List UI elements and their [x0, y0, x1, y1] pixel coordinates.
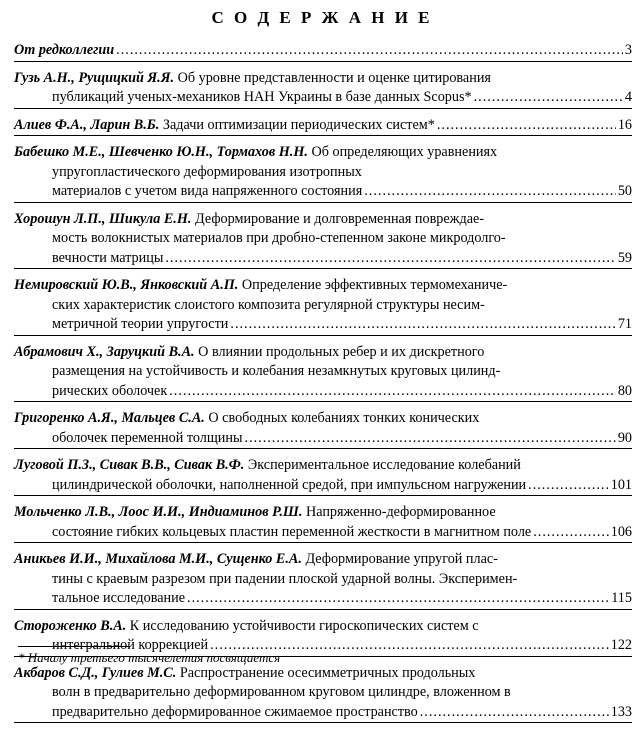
toc-entry-line	[14, 249, 632, 269]
toc-entry-text	[52, 363, 500, 379]
toc-entry-title: размещения на устойчивость и колебания незамкнутых круговых цилинд-	[52, 363, 501, 379]
toc-page-number: 90	[617, 429, 632, 446]
toc-page-number: 3	[624, 42, 632, 58]
toc-entry-line	[14, 163, 632, 183]
toc-entry-title: метричной теории упругости	[52, 316, 229, 332]
toc-entry-text	[52, 297, 485, 313]
toc-page-number: 50	[617, 183, 632, 199]
toc-page-number: 80	[617, 382, 632, 399]
toc-entry-line	[14, 683, 632, 703]
toc-entry-title: тальное исследование	[52, 590, 186, 606]
toc-entry	[14, 210, 632, 270]
toc-entry-text	[14, 457, 521, 473]
toc-entry-title: рических оболочек	[52, 382, 168, 399]
toc-entry-line	[14, 703, 632, 723]
toc-entry-line	[14, 409, 632, 429]
toc-leader-dots	[533, 523, 609, 543]
toc-entry-title: Напряженно-деформированное	[302, 504, 496, 520]
toc-entry	[14, 343, 632, 403]
toc-entry-text	[52, 164, 362, 180]
toc-entry-line	[14, 210, 632, 230]
table-of-contents	[14, 41, 632, 730]
toc-entry-line	[14, 664, 632, 684]
toc-entry-title: Деформирование упругой плас-	[301, 551, 498, 567]
toc-entry-line	[14, 523, 632, 543]
toc-entry	[14, 41, 632, 62]
toc-entry-line	[14, 41, 632, 61]
toc-entry-line	[14, 143, 632, 163]
toc-entry-text	[14, 410, 479, 426]
toc-page-number: 106	[610, 523, 632, 540]
toc-entry	[14, 456, 632, 496]
toc-entry	[14, 116, 632, 137]
toc-entry-text	[14, 504, 496, 520]
toc-entry-title: интегральной коррекцией	[52, 637, 209, 653]
page-title: С О Д Е Р Ж А Н И Е	[211, 8, 433, 27]
toc-page-number: 122	[610, 637, 632, 653]
toc-entry-title: Задачи оптимизации периодических систем*	[159, 116, 435, 133]
toc-entry-text	[52, 88, 472, 108]
toc-entry-text	[14, 551, 498, 567]
toc-entry-text	[52, 249, 163, 269]
toc-leader-dots	[245, 429, 616, 449]
toc-leader-dots	[474, 88, 623, 108]
toc-entry-title: О свободных колебаниях тонких конических	[204, 410, 480, 426]
toc-entry-title: О влиянии продольных ребер и их дискретного	[194, 343, 485, 360]
toc-entry	[14, 664, 632, 724]
toc-entry-title: Распространение осесимметричных продольных	[176, 664, 476, 681]
toc-entry	[14, 276, 632, 336]
toc-leader-dots	[230, 315, 615, 335]
toc-entry-text	[52, 230, 506, 246]
toc-entry-title: К исследованию устойчивости гироскопических систем с	[126, 617, 479, 634]
toc-entry-title: Экспериментальное исследование колебаний	[244, 457, 521, 473]
toc-entry-authors: Луговой П.З., Сивак В.В., Сивак В.Ф.	[14, 457, 245, 473]
toc-page-number: 59	[617, 249, 632, 266]
toc-leader-dots	[364, 182, 616, 202]
toc-entry-title: мость волокнистых материалов при дробно-степенном законе микродолго-	[52, 230, 506, 246]
toc-entry-authors: Немировский Ю.В., Янковский А.П.	[14, 277, 239, 293]
toc-entry-text	[52, 476, 526, 496]
toc-entry-title: Деформирование и долговременная повреждае-	[191, 210, 485, 227]
toc-page-number: 71	[617, 316, 632, 332]
toc-entry	[14, 409, 632, 449]
toc-leader-dots	[420, 703, 609, 723]
toc-entry-text	[52, 589, 185, 609]
toc-entry-line	[14, 343, 632, 363]
toc-leader-dots	[116, 41, 623, 61]
toc-entry-authors: Алиев Ф.А., Ларин В.Б.	[14, 116, 160, 133]
toc-entry-title: оболочек переменной толщины	[52, 429, 243, 446]
toc-leader-dots	[187, 589, 609, 609]
toc-entry-title: Определение эффективных термомеханиче-	[238, 277, 508, 293]
toc-entry-text	[14, 665, 475, 681]
toc-entry-line	[14, 382, 632, 402]
toc-entry-line	[14, 503, 632, 523]
toc-entry-authors: Бабешко М.Е., Шевченко Ю.Н., Тормахов Н.Н.	[14, 144, 308, 160]
toc-entry-text	[14, 618, 479, 634]
toc-entry	[14, 69, 632, 109]
toc-entry-text	[52, 571, 517, 587]
toc-entry-line	[14, 550, 632, 570]
toc-entry-text	[52, 703, 418, 723]
toc-entry-title: вечности матрицы	[52, 249, 164, 266]
toc-entry-line	[14, 589, 632, 609]
toc-leader-dots	[165, 249, 615, 269]
toc-leader-dots	[169, 382, 616, 402]
toc-page-number: 101	[610, 476, 632, 493]
toc-entry-text	[14, 211, 484, 227]
toc-entry-text	[14, 144, 497, 160]
toc-entry-authors: Хорошун Л.П., Шикула Е.Н.	[14, 210, 192, 227]
toc-entry-title: волн в предварительно деформированном круговом цилиндре, вложенном в	[52, 684, 511, 700]
toc-entry-line	[14, 88, 632, 108]
toc-entry-title: состояние гибких кольцевых пластин переменной жесткости в магнитном поле	[52, 523, 532, 540]
toc-entry-title: материалов с учетом вида напряженного состояния	[52, 183, 363, 199]
toc-entry-title: Об определяющих уравнениях	[307, 144, 498, 160]
toc-entry-line	[14, 429, 632, 449]
toc-entry-title: ских характеристик слоистого композита регулярной структуры несим-	[52, 296, 485, 313]
toc-entry-text	[52, 684, 511, 700]
toc-entry-line	[14, 182, 632, 202]
toc-entry-text	[14, 70, 491, 86]
toc-entry-text	[52, 382, 167, 402]
toc-entry-title: публикаций ученых-механиков НАН Украины в базе данных Scopus*	[52, 89, 472, 105]
toc-page-number: 115	[611, 590, 632, 606]
toc-entry-line	[14, 362, 632, 382]
toc-leader-dots	[437, 116, 616, 136]
toc-page-number: 4	[624, 89, 632, 105]
toc-entry-line	[14, 116, 632, 136]
toc-entry-text	[14, 277, 507, 293]
toc-entry-authors: Гузь А.Н., Рущицкий Я.Я.	[14, 69, 175, 86]
toc-entry-text	[52, 523, 531, 543]
toc-entry-title: упругопластического деформирования изотропных	[52, 163, 362, 180]
toc-entry-line	[14, 276, 632, 296]
toc-entry-text	[14, 41, 114, 61]
toc-entry-line	[14, 296, 632, 316]
footnote: * Началу третьего тысячелетия посвящается	[18, 650, 281, 665]
toc-entry-line	[14, 229, 632, 249]
toc-entry-text	[14, 116, 435, 136]
footnote-divider	[18, 646, 130, 647]
toc-entry	[14, 143, 632, 203]
toc-entry-line	[14, 456, 632, 476]
toc-page-number: 133	[610, 703, 632, 720]
toc-entry-authors: Григоренко А.Я., Мальцев С.А.	[14, 410, 205, 426]
toc-entry-text	[52, 315, 228, 335]
toc-entry-line	[14, 570, 632, 590]
toc-page-number: 16	[617, 116, 632, 133]
toc-entry-line	[14, 476, 632, 496]
toc-entry-text	[52, 429, 243, 449]
toc-entry-line	[14, 617, 632, 637]
toc-entry-line	[14, 315, 632, 335]
toc-entry	[14, 503, 632, 543]
toc-entry-authors: Абрамович Х., Заруцкий В.А.	[14, 343, 195, 360]
toc-entry-title: предварительно деформированное сжимаемое пространство	[52, 703, 418, 720]
toc-entry-text	[14, 344, 484, 360]
toc-entry	[14, 550, 632, 610]
toc-entry-title: тины с краевым разрезом при падении плоской ударной волны. Эксперимен-	[52, 570, 518, 587]
toc-entry-authors: Аникьев И.И., Михайлова М.И., Сущенко Е.А.	[14, 551, 302, 567]
toc-entry-line	[14, 69, 632, 89]
toc-entry-text	[52, 182, 362, 202]
toc-entry-authors: От редколлегии	[14, 42, 115, 58]
toc-entry-authors: Мольченко Л.В., Лоос И.И., Индиаминов Р.Ш.	[14, 504, 303, 520]
toc-entry-authors: Акбаров С.Д., Гулиев М.С.	[14, 664, 177, 681]
toc-entry-title: цилиндрической оболочки, наполненной средой, при импульсном нагружении	[52, 476, 527, 493]
toc-leader-dots	[528, 476, 609, 496]
toc-entry-title: Об уровне представленности и оценке цитирования	[174, 69, 491, 86]
toc-entry-authors: Стороженко В.А.	[14, 617, 127, 634]
